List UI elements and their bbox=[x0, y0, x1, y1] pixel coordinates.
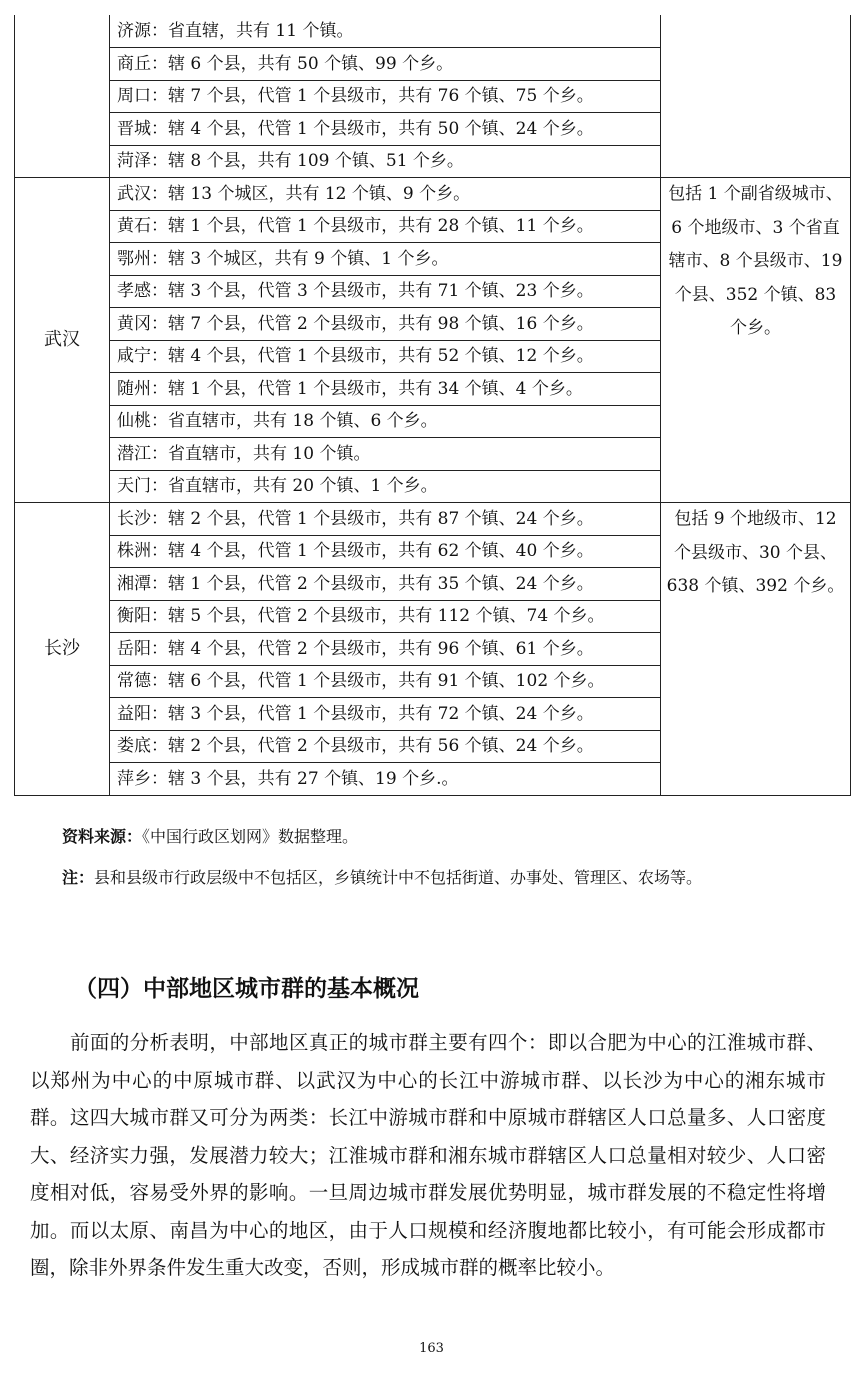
table-row: 武汉：辖 13 个城区，共有 12 个镇、9 个乡。 bbox=[110, 178, 661, 211]
note-label: 注： bbox=[62, 868, 95, 887]
table-row: 随州：辖 1 个县，代管 1 个县级市，共有 34 个镇、4 个乡。 bbox=[110, 373, 661, 406]
region-cell-continued bbox=[15, 15, 110, 178]
table-row: 株洲：辖 4 个县，代管 1 个县级市，共有 62 个镇、40 个乡。 bbox=[110, 535, 661, 568]
table-row: 菏泽：辖 8 个县，共有 109 个镇、51 个乡。 bbox=[110, 145, 661, 178]
note-text: 县和县级市行政层级中不包括区，乡镇统计中不包括街道、办事处、管理区、农场等。 bbox=[94, 868, 703, 887]
summary-changsha: 包括 9 个地级市、12 个县级市、30 个县、638 个镇、392 个乡。 bbox=[661, 503, 851, 796]
source-note bbox=[62, 824, 358, 847]
summary-wuhan: 包括 1 个副省级城市、6 个地级市、3 个省直辖市、8 个县级市、19 个县、352 个镇、83 个乡。 bbox=[661, 178, 851, 503]
table-footnote bbox=[32, 860, 832, 896]
table-row: 黄冈：辖 7 个县，代管 2 个县级市，共有 98 个镇、16 个乡。 bbox=[110, 308, 661, 341]
table-row: 岳阳：辖 4 个县，代管 2 个县级市，共有 96 个镇、61 个乡。 bbox=[110, 633, 661, 666]
table-row: 益阳：辖 3 个县，代管 1 个县级市，共有 72 个镇、24 个乡。 bbox=[110, 698, 661, 731]
table-row: 潜江：省直辖市，共有 10 个镇。 bbox=[110, 438, 661, 471]
table-row: 衡阳：辖 5 个县，代管 2 个县级市，共有 112 个镇、74 个乡。 bbox=[110, 600, 661, 633]
table-row: 长沙：辖 2 个县，代管 1 个县级市，共有 87 个镇、24 个乡。 bbox=[110, 503, 661, 536]
table-row: 天门：省直辖市，共有 20 个镇、1 个乡。 bbox=[110, 470, 661, 503]
table-row: 周口：辖 7 个县，代管 1 个县级市，共有 76 个镇、75 个乡。 bbox=[110, 80, 661, 113]
table-row: 孝感：辖 3 个县，代管 3 个县级市，共有 71 个镇、23 个乡。 bbox=[110, 275, 661, 308]
source-text: 《中国行政区划网》数据整理。 bbox=[142, 827, 359, 846]
region-wuhan: 武汉 bbox=[15, 178, 110, 503]
table-row: 娄底：辖 2 个县，代管 2 个县级市，共有 56 个镇、24 个乡。 bbox=[110, 730, 661, 763]
table-row: 仙桃：省直辖市，共有 18 个镇、6 个乡。 bbox=[110, 405, 661, 438]
table-row: 商丘：辖 6 个县，共有 50 个镇、99 个乡。 bbox=[110, 48, 661, 81]
table-row: 常德：辖 6 个县，代管 1 个县级市，共有 91 个镇、102 个乡。 bbox=[110, 665, 661, 698]
table-row: 咸宁：辖 4 个县，代管 1 个县级市，共有 52 个镇、12 个乡。 bbox=[110, 340, 661, 373]
table-row: 晋城：辖 4 个县，代管 1 个县级市，共有 50 个镇、24 个乡。 bbox=[110, 113, 661, 146]
page-number: 163 bbox=[419, 1341, 444, 1356]
section-heading: （四）中部地区城市群的基本概况 bbox=[74, 975, 419, 1002]
table-row: 鄂州：辖 3 个城区，共有 9 个镇、1 个乡。 bbox=[110, 243, 661, 276]
city-cluster-table bbox=[14, 15, 851, 796]
source-label: 资料来源： bbox=[62, 827, 143, 846]
region-changsha: 长沙 bbox=[15, 503, 110, 796]
table-row: 黄石：辖 1 个县，代管 1 个县级市，共有 28 个镇、11 个乡。 bbox=[110, 210, 661, 243]
body-paragraph: 前面的分析表明，中部地区真正的城市群主要有四个：即以合肥为中心的江淮城市群、以郑州为中心的中原城市群、以武汉为中心的长江中游城市群、以长沙为中心的湘东城市群。这四大城市群又可分为两类：长江中游城市群和中原城市群辖区人口总量多、人口密度大、经济实力强，发展潜力较大；江淮城市群和湘东城市群辖区人口总量相对较少、人口密度相对低，容易受外界的影响。一旦周边城市群发展优势明显，城市群发展的不稳定性将增加。而以太原、南昌为中心的地区，由于人口规模和经济腹地都比较小，有可能会形成都市圈，除非外界条件发生重大改变，否则，形成城市群的概率比较小。 bbox=[30, 1031, 826, 1279]
table-row: 湘潭：辖 1 个县，代管 2 个县级市，共有 35 个镇、24 个乡。 bbox=[110, 568, 661, 601]
table-row: 萍乡：辖 3 个县，共有 27 个镇、19 个乡.。 bbox=[110, 763, 661, 796]
table-row: 济源：省直辖，共有 11 个镇。 bbox=[110, 15, 661, 48]
summary-cell-continued bbox=[661, 15, 851, 178]
